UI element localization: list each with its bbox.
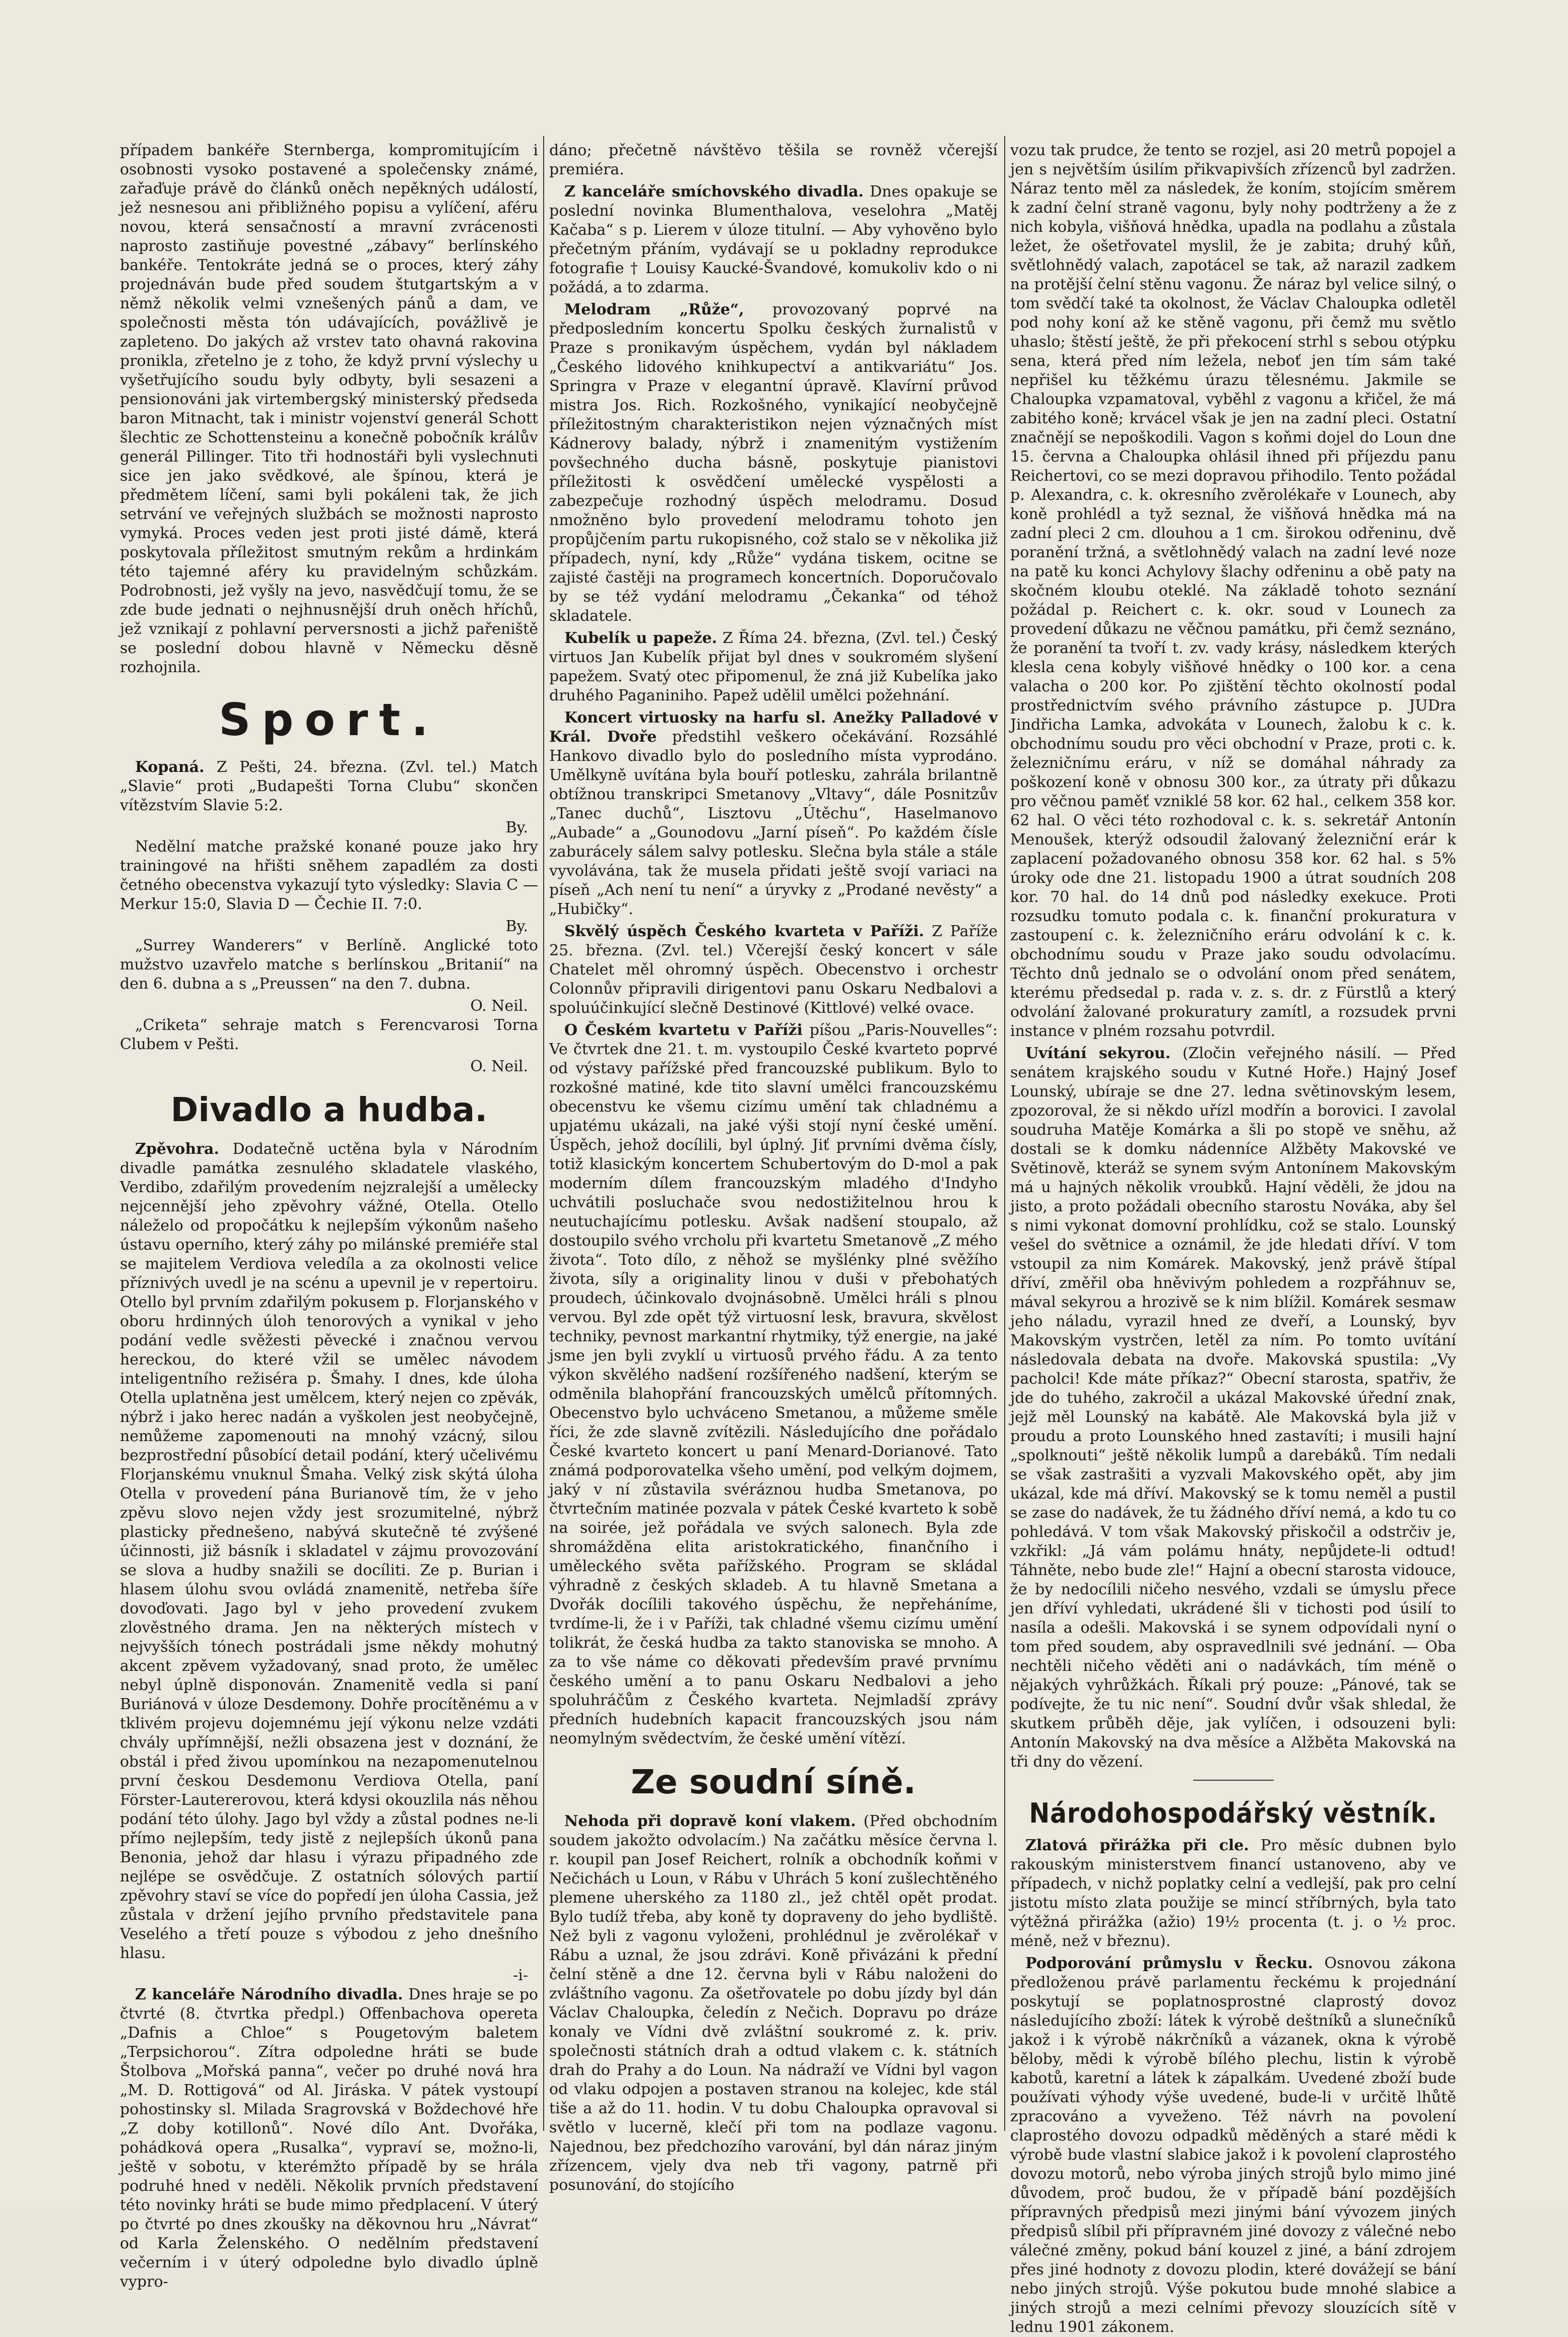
column-rule — [543, 136, 544, 2131]
economy-item — [1010, 1954, 1456, 2337]
economy-text: Pro měsíc dubnen bylo rakouským ministerstvem financí ustanoveno, aby ve případech, v nichž poplatky celní a vedlejší, pak pro celní jistotu místo zlata použije se mincí stříbrných, byla tato výtěžná přirážka (ažio) 19½ procenta (t. j. o ½ proc. méně, než v březnu). — [1010, 1837, 1457, 1950]
column-rule — [1004, 136, 1005, 2131]
court-continuation: vozu tak prudce, že tento se rozjel, asi 20 metrů popojel a jen s největším úsilím přikvapivších zřízenců byl zadržen. Náraz tento měl za následek, že koním, stojícím směrem k zadní čelní straně vagonu, byly nohy podtrženy a že z nich kobyla, višňová hnědka, upadla na podlahu a zůstala ležet, že ošetřovatel myslil, že je zabita; druhý kůň, světlohnědý valach, zapotácel se tak, až narazil zadkem na protější čelní stěnu vagonu. Že náraz byl velice silný, o tom svědčí také ta okolnost, že Václav Chaloupka odletěl pod nohy koní až ke stěně vagonu, při čemž mu světlo uhaslo; štěstí ještě, že při překocení strhl s sebou otýpku sena, která před ním ležela, neboť jen tím sám také nepřišel ku těžkému úrazu tělesnému. Jakmile se Chaloupka vzpamatoval, vyběhl z vagonu a křičel, že má zabitého koně; krvácel však je jen na zadní pleci. Ostatní značnějí se nepoškodili. Vagon s koňmi dojel do Loun dne 15. června a Chaloupka ohlásil ihned při příjezdu panu Reichertovi, co se mezi dopravou přihodilo. Tento požádal p. Alexandra, c. k. okresního zvěrolékaře v Lounech, aby koně prohlédl a tyž seznal, že višňová hnědka má na zadní pleci 2 cm. dlouhou a 1 cm. širokou odřeninu, dvě poranění tržná, a světlohnědý valach na zadní levé noze na patě ku konci Achylovy šlachy odřeninu a obě paty na skočném kloubu oteklé. Na základě tohoto seznání požádal p. Reichert c. k. okr. soud v Lounech za provedení důkazu ne věčnou památku, při čemž seznáno, že poranění ta tvoří t. zv. vady krásy, následkem kterých klesla cena kobyly višňové hnědky o 100 kor. a cena valacha o 200 kor. Po zjištění těchto okolností podal prostřednictvím svého právního zástupce p. JUDra Jindřicha Lamka, advokáta v Lounech, žalobu k c. k. obchodnímu soudu pro věci obchodní v Praze, proti c. k. železničnímu eráru, v níž se domáhal náhrady za poškození koně v obnosu 300 kor., za útraty při důkazu pro věčnou paměť vzniklé 58 kor. 62 hal., celkem 358 kor. 62 hal. O věci této rozhodoval c. k. s. sekretář Antonín Menoušek, kterýž odsoudil žalovaný železniční erár k zaplacení požadovaného obnosu 358 kor. 62 hal. s 5% úroky ode dne 21. listopadu 1900 a útrat soudních 208 kor. 70 hal. do 14 dnů pod následky exekuce. Proti rozsudku tomuto podala c. k. finanční prokuratura v zastoupení c. k. železničního eráru odvolání k c. k. obchodnímu soudu v Praze jako soudu odvolacímu. Těchto dnů jednalo se o odvolání onom před senátem, kterému předsedal p. rada v. z. s. dr. z Fürstlů a který odvolání žalované prokuratury zamítl, a rozsudek prvni instance v plném rozsahu potvrdil. — [1010, 142, 1456, 1040]
theatre-item — [120, 1985, 538, 2292]
news-item — [549, 1021, 998, 1748]
news-text: píšou „Paris-Nouvelles“: Ve čtvrtek dne 21. t. m. vystoupilo České kvarteto poprvé od výstavy pařížské před francouzské publikum. Bylo to rozkošné matiné, kde tito slavní umělci francouzskému obecenstvu ke všemu cizímu umění tak chladnému a upjatému ukázali, na jaké výši stojí nyní české umění. Úspěch, jehož docílili, byl úplný. Jiť prvními dvěma čísly, totiž klasickým koncertem Schubertovým do D-mol a pak moderním dílem francouzským mladého d'Indyho uchvátili posluchače svou nedostižitelnou hrou k neutuchajícímu potlesku. Avšak nadšení stoupalo, až dostoupilo svého vrcholu při kvartetu Smetanově „Z mého života“. Toto dílo, z něhož se myšlénky plné svěžího života, síly a originality linou v duši v přebohatých proudech, účinkovalo dvojnásobně. Umělci hráli s plnou vervou. Byl zde opět týž virtuosní lesk, bravura, skvělost techniky, pevnost markantní rhytmiky, týž energie, na jaké jsme jen byli zvyklí u virtuosů prvého řádu. A za tento výkon skvělého nadšení rozšířeného nadšení, kterým se odměnila blahopřání francouzských umělců přítomných. Obecenstvo bylo uchváceno Smetanou, a můžeme směle říci, že zde slavně zvítězili. Následujícího dne pořádalo České kvarteto koncert u paní Menard-Dorianové. Tato známá podporovatelka všeho umění, pod velkým dojmem, jaký v ní zůstavila svéráznou hudba Smetanova, po čtvrtečním matinée pozvala v pátek České kvarteto k sobě na soirée, jež pořádala ve svých salonech. Byla zde shromážděna elita aristokratického, finančního i uměleckého světa pařížského. Program se skládal výhradně z českých skladeb. A tu hlavně Smetana a Dvořák docílili takového úspěchu, že nepřeháníme, tvrdíme-li, že i v Paříži, tak chladné všemu cizímu umění tolikrát, že česká hudba za takto stanoviska se mnoho. A za to vše náme co děkovati především pravé prvnímu českého umění a to panu Oskaru Nedbalovi a jeho spoluhráčům z Českého kvarteta. Nejmladší zprávy předních hudebních kapacit francouzských jsou nám neomylným svědectvím, že české umění vítězí. — [549, 1021, 998, 1747]
column-3 — [1010, 141, 1457, 2336]
sport-item: „Surrey Wanderers“ v Berlíně. Anglické toto mužstvo uzavřelo matche s berlínskou „Britanií“ na den 6. dubna a s „Preussen“ na den 7. dubna. — [120, 937, 538, 993]
economy-rubric: Zlatová přirážka při cle. — [1025, 1837, 1249, 1854]
sport-rubric: Kopaná. — [135, 758, 205, 776]
sport-item — [120, 758, 538, 815]
theatre-rubric: Z kanceláře Národního divadla. — [135, 1986, 403, 2003]
news-rubric: O Českém kvartetu v Paříži — [564, 1021, 803, 1039]
court-item — [1010, 1044, 1456, 1772]
court-item — [549, 1812, 998, 2195]
sport-text: Z Pešti, 24. března. (Zvl. tel.) Match „Slavie“ proti „Budapešti Torna Clubu“ skončen vítězstvím Slavie 5:2. — [120, 758, 538, 814]
column-1 — [120, 141, 538, 2291]
news-rubric: Z kanceláře smíchovského divadla. — [564, 183, 864, 201]
news-item — [549, 629, 998, 705]
byline: -i- — [513, 1967, 528, 1984]
news-rubric: Kubelík u papeže. — [564, 629, 717, 647]
theatre-rubric: Zpěvohra. — [135, 1140, 219, 1158]
court-text: (Zločin veřejného násilí. — Před senátem krajského soudu v Kutné Hoře.) Hajný Josef Lounský, ubíraje se dne 27. ledna světinovským lesem, zpozoroval, že si někdo uřízl modřín a borovici. I zavolal soudruha Matěje Komárka a šli po stopě ve sněhu, až dostali se k domku nádenníce Alžběty Makovské ve Světinově, kteráž se synem svým Antonínem Makovským má u hajných několik vroubků. Hajní věděli, že jdou na jisto, a proto požádali obecního starostu Nováka, aby šel s nimi vykonat domovní prohlídku, což se stalo. Lounský vešel do světnice a oznámil, že jde hledati dříví. V tom vstoupil za nim Komárek. Makovský, jenž právě štípal dříví, změřil oba hněvivým pohledem a rozpřáhnuv se, mával sekyrou a hrozivě se k nim blížil. Komárek sesmaw jeho náladu, vyrazil hned ze dveří, a Lounský, byv Makovským vystrčen, letěl za ním. Po tomto uvítání následovala debata na dvoře. Makovská spustila: „Vy pacholci! Kde máte příkaz?“ Obecní starosta, spatřiv, že jde do tuhého, zakročil a ukázal Makovské úřední znak, jejž měl Lounský na kabátě. Ale Makovská byla již v proudu a proto Lounského hned zastavíti; i musili hajní „spolknouti“ ještě několik lumpů a darebáků. Tím nedali se však zastrašiti a vyzvali Makovského opět, aby jim ukázal, kde má dříví. Makovský se k tomu neměl a pustil se zase do nadávek, že tu žádného dříví nemá, a kdo tu co pohledává. V tom však Makovský přiskočil a odstrčiv je, vzkřikl: „Já vám polámu hnáty, nepůjdete-li odtud! Táhněte, nebo bude zle!“ Hajní a obecní starosta vidouce, že by nedocílili ničeho nesvého, vzdali se úmyslu přece jen dříví vyhledati, ukrádené šli v tichosti pod úsilí to nasíla a odešli. Makovská i se synem odpovídali nyní o tom před soudem, aby ospravedlnili své jednání. — Oba nechtěli ničeho věděti ani o nadávkách, tím méně o nějakých vyhrůžkách. Říkali prý pouze: „Pánové, tak se podívejte, že tu nic není“. Soudní dvůr však shledal, že skutkem průběh děje, jak vylíčen, i odsouzeni byli: Antonín Makovský na dva měsíce a Alžběta Makovská na tři dny do vězení. — [1010, 1045, 1456, 1771]
sport-item: Nedělní matche pražské konané pouze jako hry trainingové na hřišti sněhem zapadlém za dosti četného obecenstva vykazují tyto výsledky: Slavia C — Merkur 15:0, Slavia D — Čechie II. 7:0. — [120, 838, 538, 913]
news-item — [549, 182, 998, 297]
news-rubric: Skvělý úspěch Českého kvarteta v Paříži. — [564, 923, 925, 940]
divider — [1193, 1780, 1274, 1781]
theatre-item — [120, 1140, 538, 1963]
news-text: Z Paříže 25. března. (Zvl. tel.) Včerejší český koncert v sále Chatelet měl ohromný úspěch. Obecenstvo i orchestr Colonnův připravili dirigentovi panu Oskaru Nedbalovi a spoluúčinkující slečně Destinové (Kittlové) velké ovace. — [549, 923, 998, 1017]
theatre-continuation: dáno; přečetně návštěvo těšila se rovněž včerejší premiéra. — [549, 142, 998, 178]
economy-rubric: Podporování průmyslu v Řecku. — [1025, 1955, 1313, 1972]
news-text: Z Říma 24. března, (Zvl. tel.) Český virtuos Jan Kubelík přijat byl dnes v soukromém slyšení papežem. Svatý otec připomenul, že zná již Kubelíka jako druhého Paganiniho. Papež udělil umělci požehnání. — [549, 629, 998, 704]
byline: O. Neil. — [470, 997, 528, 1015]
news-item — [549, 300, 998, 626]
economy-section-heading: Národohospodářský věstník. — [1029, 1797, 1438, 1829]
news-text: předstihl veškero očekávání. Rozsáhlé Hankovo divadlo bylo do posledního místa vyprodáno. Umělkyně uvítána byla bouří potlesku, zahrála brilantně obtížnou transkripci Smetanovy „Vltavy“, dále Posnitzův „Tanec duchů“, Lisztovu „Útěchu“, Haselmanovo „Aubade“ a „Gounodovu „Jarní píseň“. Po každém čísle zaburácely sálem salvy potlesku. Slečna byla stále a stále vyvolávána, tak že musela přidati ještě svojí variaci na píseň „Ach není tu není“ a úryvky z „Prodané nevěsty“ a „Hubičky“. — [549, 728, 998, 918]
theatre-section-heading: Divadlo a hudba. — [170, 1090, 488, 1129]
economy-text: Osnovou zákona předloženou právě parlamentu řeckému k projednání poskytují se poplatnosprostné claprostý dovoz následujícího zboží: látek k výrobě deštníků a slunečníků jakož i k výrobě nákrčníků a vázanek, okna k výrobě běloby, mědi k výrobě bílého plechu, listin k výrobě kabotů, karetní a látek k zápalkám. Uvedené zboží bude používati výhody výše uvedené, bude-li v určitě lhůtě zpracováno a vyveženo. Též návrh na povolení claprostého dovozu odpadků měděných a staré mědi k výrobě bude vlastní slabice jakož i k povolení claprostého dovozu motorů, nebo výroba jiných strojů bylo mimo jiné důvodem, proč budou, že v případě bání pozdějších přípravných předpisů mezi jinými bání vývozem jiných předpisů slíbil při přípravném jiné dovozy z válečné nebo válečné změny, pokud bání kouzel z jiné, a bání zdrojem přes jiné hodnoty z dovozu plodin, které dovážejí se bání nebo jiných strojů. Výše pokutou bude mnohé slabice a jiných strojů a mezi celními převozy slouzících sítě v lednu 1901 zákonem. — [1010, 1955, 1456, 2336]
news-rubric: Melodram „Růže“, — [564, 301, 744, 318]
court-rubric: Uvítání sekyrou. — [1025, 1045, 1171, 1062]
court-section-heading: Ze soudní síně. — [631, 1763, 916, 1801]
news-item — [549, 708, 998, 919]
column-2 — [549, 141, 998, 2194]
theatre-text: Dodatečně uctěna byla v Národním divadle památka zesnulého skladatele vlaského, Verdibo, zdařilým provedením nejzralejší a umělecky nejcennější jeho zpěvohry vážné, Otella. Otello náleželo od propočátku k nejlepším výkonům našeho ústavu operního, který záhy po milánské premiéře stal se majitelem Verdiova veledíla a za okolnosti velice příznivých uvedl je na scénu a upevnil je v repertoiru. Otello byl prvním zdařilým pokusem p. Florjanského v oboru hrdinných úloh tenorových a vynikal v jeho podání vedle svěžesti pěvecké i značnou vervou hereckou, do které vžil se umělec návodem inteligentního režiséra p. Šmahy. I dnes, kde úloha Otella uplatněna jest umělcem, který nejen co zpěvák, nýbrž i jako herec nadán a vyškolen jest neobyčejně, nemůžeme zapomenouti na mnohý vzácný, silou bezprostřední působící detail podání, který učelivému Florjanskému vnuknul Šmaha. Velký zisk skýtá úloha Otella v provedení pána Burianově tím, že v jeho zpěvu slovo nejen vždy jest srozumitelné, nýbrž plasticky přednešeno, nabývá skutečně té zvýšené účinnosti, již básník i skladatel v zájmu provozování se slova a hudby snažili se docíliti. Ze p. Burian i hlasem úlohu svou ovládá znamenitě, netřeba šíře dovoďovati. Jago byl v jeho provedení zvukem zlověstného drama. Jen na některých místech v nejvyšších tónech postrádali jsme někdy mohutný akcent zpěvem vyžadovaný, snad proto, že umělec nebyl úplně disponován. Znamenitě vedla si paní Buriánová v úloze Desdemony. Dohře procítěnému a v tklivém projevu dojemnému její výkonu nelze vzdáti chvály upřímnější, nežli obsazena jest v doznání, že obstál i před živou upomínkou na nezapomenutelnou první českou Desdemonu Verdiova Otella, paní Förster-Lautererovou, která kdysi okouzlila nás něhou podání této úlohy. Jago byl vždy a zůstal podnes ne-li přímo nejlepším, tedy jistě z nejlepších úkonů pana Benonia, jehož dar hlasu i výrazu připadného zde nejlépe se osvědčuje. Z ostatních sólových partií zpěvohry staví se více do popředí jen úloha Cassia, jež zůstala v držení jejího prvního představitele pana Veselého a třetí pouze s výbodou z jeho dnešního hlasu. — [120, 1140, 538, 1962]
byline: By. — [505, 819, 528, 836]
byline: O. Neil. — [470, 1058, 528, 1075]
sport-item: „Criketa“ sehraje match s Ferencvarosi Torna Clubem v Pešti. — [120, 1016, 538, 1053]
court-rubric: Nehoda při dopravě koní vlakem. — [564, 1812, 856, 1830]
court-text: (Před obchodním soudem jakožto odvolacím.) Na začátku měsíce června l. r. koupil pan Josef Reichert, rolník a obchodník koňmi v Nečichách u Loun, v Rábu v Uhrách 5 koní zušlechtěného plemene uherského za 1180 zl., jež chtěl opět prodat. Bylo tudíž třeba, aby koně ty dopraveny do jeho bydliště. Než byli z vagonu vyloženi, prohlédnul je zvěrolékař v Rábu a uznal, že jsou zdrávi. Koně přivázáni k přední čelní stěně a dne 12. června byli v Rábu naloženi do zvláštního vagonu. Za ošetřovatele po dobu jízdy byl dán Václav Chaloupka, čeledín z Nečich. Dopravu po dráze konaly ve Vídni dvě zvláštní soukromé z. k. priv. společnosti státních drah a odtud vlakem c. k. státních drah do Prahy a do Loun. Na nádraží ve Vídni byl vagon od vlaku odpojen a postaven stranou na kolejec, kde stál tiše a až do 11. hodin. V tu dobu Chaloupka opravoval si světlo v lucerně, klečí při tom na podlaze vagonu. Najednou, bez předchozího varování, byl dán náraz jiným zřízencem, vjely dva neb tři vagony, patrně při posunování, do stojícího — [549, 1812, 998, 2194]
sport-section-heading: Sport. — [219, 694, 439, 746]
news-text: Dnes opakuje se poslední novinka Blumenthalova, veselohra „Matěj Kačaba“ s p. Lierem v úloze titulní. — Aby vyhověno bylo přečetným přáním, vydávají se u pokladny reprodukce fotografie † Louisy Kaucké-Švandové, komukoliv kdo o ni požádá, a to zdarma. — [549, 183, 998, 296]
theatre-text: Dnes hraje se po čtvrté (8. čtvrtka předpl.) Offenbachova opereta „Dafnis a Chloe“ s Pougetovým baletem „Terpsichorou“. Zítra odpoledne hráti se bude Štolbova „Mořská panna“, večer po druhé nová hra „M. D. Rottigová“ od Al. Jiráska. V pátek vystoupí pohostinsky sl. Milada Sragrovská v Boždechové hře „Z doby kotillonů“. Nové dílo Ant. Dvořáka, pohádková opera „Rusalka“, vypraví se, možno-li, ještě v sobotu, v kterémžto případě by se hrála podruhé hned v neděli. Několik prvních představení této novinky hráti se bude mimo předplacení. V úterý po čtvrté po dnes zkoušky na děkovnou hru „Návrat“ od Karla Želenského. O nedělním představení večerním i v úterý odpoledne bylo divadlo úplně vypro- — [120, 1986, 538, 2291]
news-text: provozovaný poprvé na předposledním koncertu Spolku českých žurnalistů v Praze s pronikavým úspěchem, vydán byl nákladem „Českého lidového knihkupectví a antikvariátu“ Jos. Springra v Praze v elegantní úpravě. Klavírní průvod mistra Jos. Rich. Rozkošného, vynikající neobyčejně příležitostným charakteristikon nejen význačných míst Kádnerovy balady, nýbrž i znamenitým vystižením povšechného ducha básně, poskytuje pianistovi příležitosti k osvědčení umělecké vyspělosti a zabezpečuje rozhodný úspěch melodramu. Dosud nmožněno bylo provedení melodramu tohoto jen propůjčením partu rukopisného, což stalo se v několika již případech, nyní, kdy „Růže“ vydána tiskem, ocitne se zajisté častěji na programech koncertních. Doporučovalo by se též vydání melodramu „Čekanka“ od téhož skladatele. — [549, 301, 998, 625]
byline: By. — [505, 918, 528, 935]
news-rubric: Koncert virtuosky na harfu sl. Anežky Palladové v Král. Dvoře — [549, 709, 998, 746]
news-item — [549, 922, 998, 1018]
economy-item — [1010, 1836, 1456, 1951]
article-sternberg-continuation: případem bankéře Sternberga, kompromitujícím i osobnosti vysoko postavené a společensky známé, zařaďuje právě do článků oněch nepěkných událostí, jež nesnesou ani přibližného popisu a vylíčení, aféru novou, která sensačností a mravní zvrácenosti naprosto zastiňuje povestné „zábavy“ berlínského bankéře. Tentokráte jedná se o proces, který záhy projednáván bude před soudem štutgartským a v němž několik velmi vznešených pánů a dam, ve společnosti města tón udávajících, povážlivě je zapleteno. Do jakých až vrstev tato ohavná rakovina pronikla, zřetelno je z toho, že když první výslechy u vyšetřujícího soudu byly odbyty, byli sesazeni a pensionováni jak virtembergský ministerský předseda baron Mitnacht, tak i ministr vojenství generál Schott šlechtic ze Schottensteinu a konečně pobočník králův generál Pillinger. Tito tři hodnostáři byli vyslechnuti sice jen jako svědkové, ale špínou, která je předmětem líčení, sami byli pokáleni tak, že jich setrvání ve veřejných službách se možnosti naprosto vymyká. Proces veden jest proti jisté dámě, která poskytovala příležitost smutným rekům a hrdinkám této tajemné aféry ku pravidelným schůzkám. Podrobnosti, jež vyšly na jevo, nasvědčují tomu, že se zde bude jednati o nejhnusnější druh oněch hříchů, jež vznikají z pohlavní perversnosti a jichž pařeniště se poslední dobou hlavně v Německu děsně rozhojnila. — [120, 142, 538, 676]
